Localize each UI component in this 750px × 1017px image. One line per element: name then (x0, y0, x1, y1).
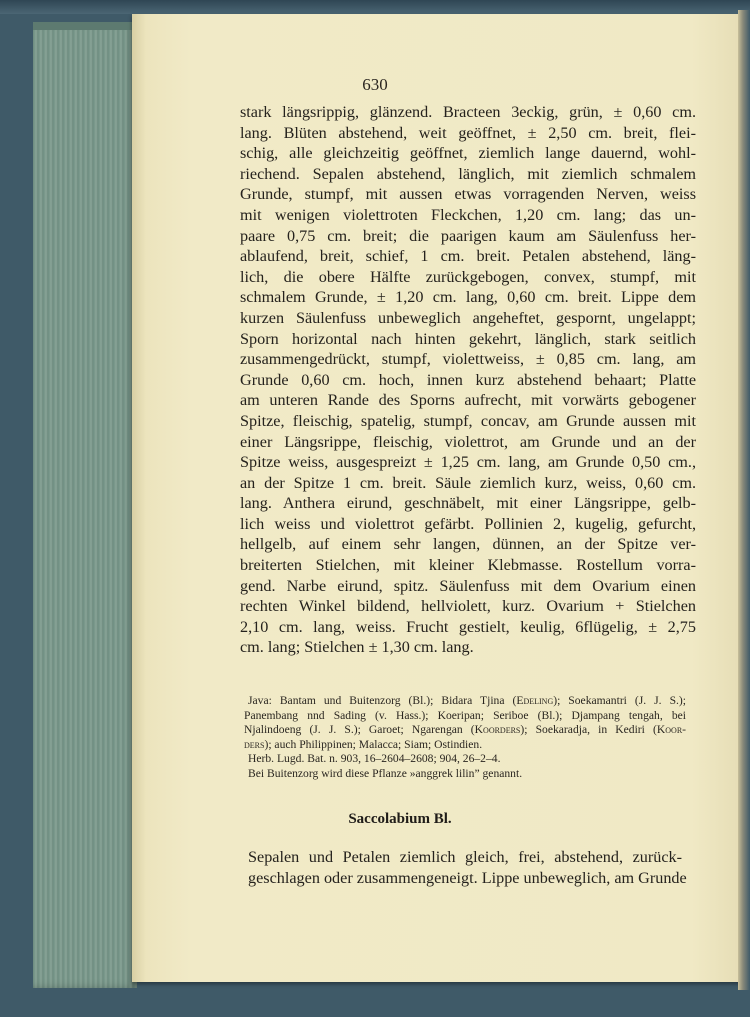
collector-name: ders (244, 737, 265, 751)
genus-description (248, 847, 687, 889)
note-text: ); auch Philippinen; Malacca; Siam; Ostindien. (264, 737, 483, 751)
text-line: Grunde, stumpf, mit aussen etwas vorragenden Nerven, weiss (240, 185, 696, 204)
text-line: am unteren Rande des Sporns aufrecht, mit vorwärts gebogener (240, 391, 696, 410)
text-line: Spitze weiss, ausgespreizt ± 1,25 cm. lang, am Grunde 0,50 cm., (240, 453, 696, 472)
herbarium-line: Herb. Lugd. Bat. n. 903, 16–2604–2608; 904, 26–2–4. (248, 752, 501, 766)
page-gutter-shadow (738, 10, 750, 990)
collector-name: Koor- (656, 723, 687, 737)
note-line (244, 738, 686, 753)
text-line: Grunde 0,60 cm. hoch, innen kurz abstehend behaart; Platte (240, 370, 696, 389)
text-line: einer Längsrippe, fleischig, violettrot, am Grunde und an der (240, 432, 696, 451)
local-name-line: Bei Buitenzorg wird diese Pflanze »anggrek lilin” genannt. (248, 766, 523, 780)
note-text: Java: Bantam und Buitenzorg (Bl.); Bidara Tjina ( (248, 694, 517, 707)
text-line: hellgelb, auf einem sehr langen, dünnen, an der Spitze ver- (240, 535, 696, 554)
text-line: stark längsrippig, glänzend. Bracteen 3eckig, grün, ± 0,60 cm. (240, 103, 696, 121)
text-line: cm. lang; Stielchen ± 1,30 cm. lang. (240, 638, 474, 657)
note-line (244, 694, 686, 709)
page-number: 630 (362, 75, 388, 94)
text-line: lich, die obere Hälfte zurückgebogen, convex, stumpf, mit (240, 267, 696, 286)
text-line: lang. Anthera eirund, geschnäbelt, mit einer Längsrippe, gelb- (240, 494, 696, 513)
book-cover-edge (0, 0, 750, 14)
distribution-notes (244, 694, 686, 782)
book-fore-edge (33, 22, 137, 988)
text-line: schig, alle gleichzeitig geöffnet, ziemlich lange dauernd, wohl- (240, 144, 696, 163)
text-line: lich weiss und violettrot gefärbt. Pollinien 2, kugelig, gefurcht, (240, 514, 696, 533)
note-text: ); Soekamantri (J. J. S.); (553, 694, 687, 707)
text-line: geschlagen oder zusammengeneigt. Lippe unbeweglich, am Grunde (248, 869, 687, 887)
text-line: rechten Winkel bildend, hellviolett, kurz. Ovarium + Stielchen (240, 597, 696, 616)
text-line: Spitze, fleischig, spatelig, stumpf, concav, am Grunde aussen mit (240, 411, 696, 430)
text-line: mit wenigen violettroten Fleckchen, 1,20 cm. lang; das un- (240, 205, 696, 224)
note-text: ); Soekaradja, in Kediri ( (520, 723, 657, 737)
text-line: ablaufend, breit, schief, 1 cm. breit. Petalen abstehend, läng- (240, 247, 696, 266)
text-line: Sporn horizontal nach hinten gekehrt, länglich, stark seitlich (240, 329, 696, 348)
genus-heading: Saccolabium Bl. (348, 811, 452, 827)
text-line: lang. Blüten abstehend, weit geöffnet, ± 2,50 cm. breit, flei- (240, 123, 696, 142)
text-line: Sepalen und Petalen ziemlich gleich, frei, abstehend, zurück- (248, 848, 682, 866)
text-line: riechend. Sepalen abstehend, länglich, mit ziemlich schmalem (240, 164, 696, 183)
text-line: an der Spitze 1 cm. breit. Säule ziemlich kurz, weiss, 0,60 cm. (240, 473, 696, 492)
text-line: kurzen Säulenfuss unbeweglich angeheftet, gespornt, ungelappt; (240, 308, 696, 327)
note-text: Njalindoeng (J. J. S.); Garoet; Ngarengan ( (244, 723, 475, 737)
note-line: Panembang nnd Sading (v. Hass.); Koeripan; Seriboe (Bl.); Djampang tengah, bei (244, 708, 686, 722)
text-line: gend. Narbe eirund, spitz. Säulenfuss mit dem Ovarium einen (240, 576, 696, 595)
text-line: schmalem Grunde, ± 1,20 cm. lang, 0,60 cm. breit. Lippe dem (240, 288, 696, 307)
text-line: zusammengedrückt, stumpf, violettweiss, ± 0,85 cm. lang, am (240, 350, 696, 369)
collector-name: Edeling (516, 694, 554, 707)
text-line: breiterten Stielchen, mit kleiner Klebmasse. Rostellum vorra- (240, 556, 696, 575)
description-paragraph (240, 102, 696, 658)
collector-name: Koorders (474, 723, 521, 737)
note-line (244, 723, 686, 738)
text-line: paare 0,75 cm. breit; die paarigen kaum am Säulenfuss her- (240, 226, 696, 245)
text-line: 2,10 cm. lang, weiss. Frucht gestielt, keulig, 6flügelig, ± 2,75 (240, 617, 696, 636)
